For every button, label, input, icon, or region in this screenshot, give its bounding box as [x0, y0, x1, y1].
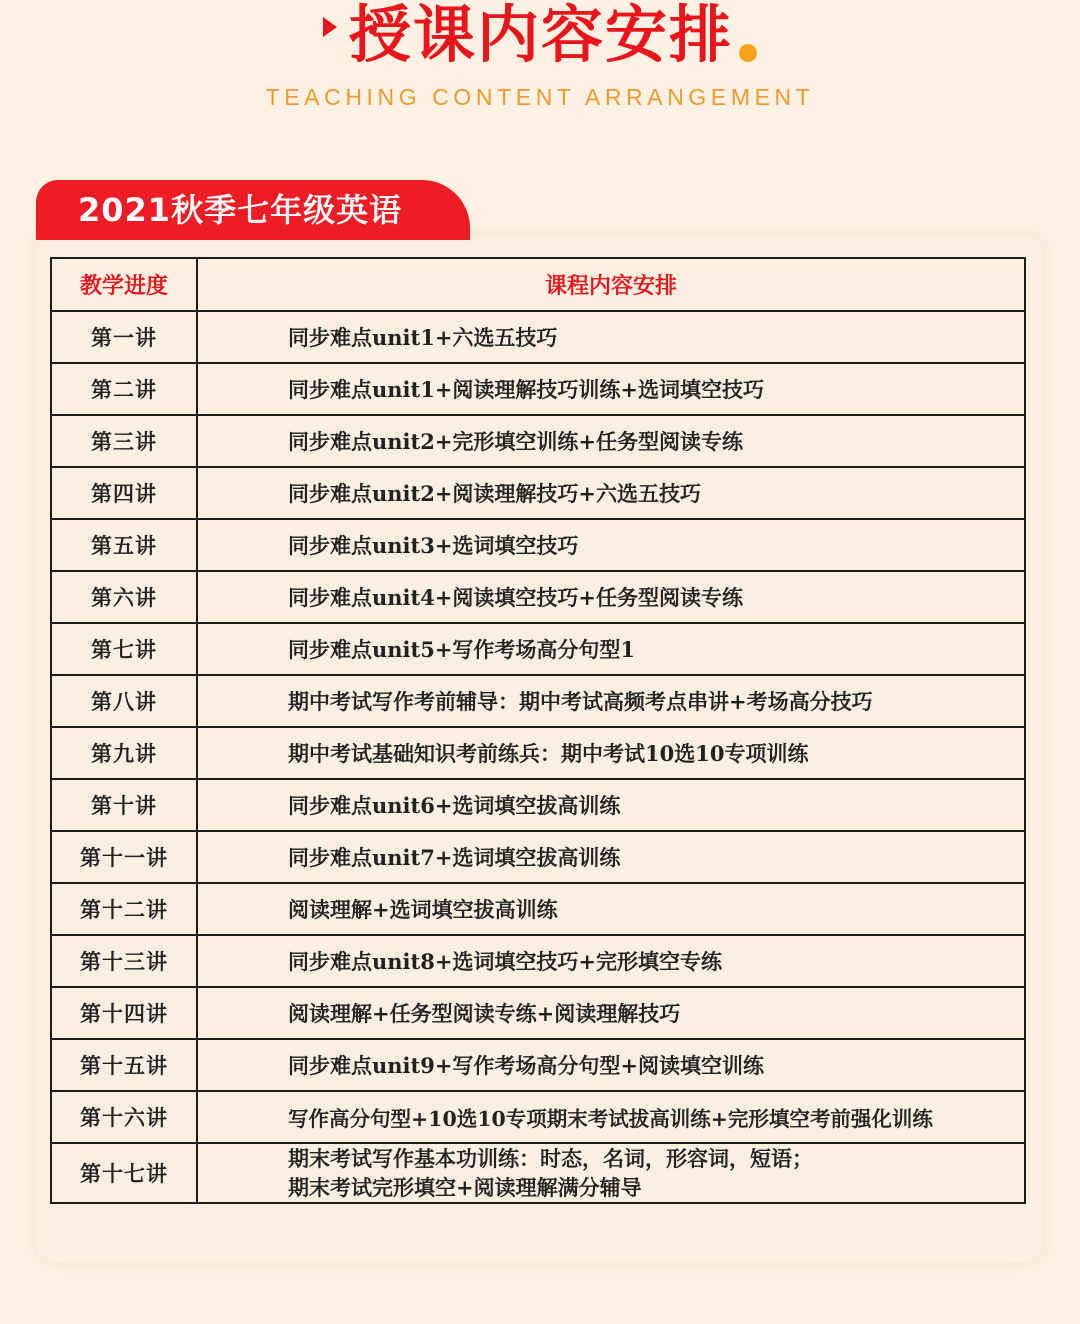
row-progress: 第六讲: [51, 571, 197, 623]
row-progress: 第三讲: [51, 415, 197, 467]
row-content: 同步难点unit2+完形填空训练+任务型阅读专练: [197, 415, 1025, 467]
row-progress: 第十七讲: [51, 1143, 197, 1203]
table-row: [51, 467, 1025, 519]
row-content: 期中考试写作考前辅导：期中考试高频考点串讲+考场高分技巧: [197, 675, 1025, 727]
header-content: 课程内容安排: [197, 258, 1025, 311]
triangle-arrow-icon: [323, 17, 337, 37]
table-row: [51, 1039, 1025, 1091]
row-content: 同步难点unit5+写作考场高分句型1: [197, 623, 1025, 675]
row-progress: 第十四讲: [51, 987, 197, 1039]
table-row: [51, 519, 1025, 571]
row-content: 同步难点unit1+六选五技巧: [197, 311, 1025, 363]
row-content: 同步难点unit3+选词填空技巧: [197, 519, 1025, 571]
table-row: [51, 779, 1025, 831]
course-tag-label: 2021秋季七年级英语: [78, 191, 403, 229]
table-row: [51, 415, 1025, 467]
row-content: 同步难点unit4+阅读填空技巧+任务型阅读专练: [197, 571, 1025, 623]
table-row: [51, 363, 1025, 415]
row-content: 同步难点unit9+写作考场高分句型+阅读填空训练: [197, 1039, 1025, 1091]
row-progress: 第十一讲: [51, 831, 197, 883]
row-content: 阅读理解+选词填空拔高训练: [197, 883, 1025, 935]
row-content-multiline: [197, 1143, 1025, 1203]
table-row: [51, 675, 1025, 727]
table-body: [51, 311, 1025, 1203]
table-row: [51, 311, 1025, 363]
table-row: [51, 623, 1025, 675]
row-progress: 第九讲: [51, 727, 197, 779]
page-subtitle: TEACHING CONTENT ARRANGEMENT: [265, 84, 815, 110]
title-row: [0, 0, 1080, 74]
table-header-row: [51, 258, 1025, 311]
row-progress: 第八讲: [51, 675, 197, 727]
row-content: 同步难点unit6+选词填空拔高训练: [197, 779, 1025, 831]
row-content: 期中考试基础知识考前练兵：期中考试10选10专项训练: [197, 727, 1025, 779]
orange-dot-icon: [739, 44, 757, 62]
row-progress: 第四讲: [51, 467, 197, 519]
row-progress: 第十五讲: [51, 1039, 197, 1091]
row-progress: 第七讲: [51, 623, 197, 675]
page-title: 授课内容安排: [348, 0, 733, 71]
table-row: [51, 727, 1025, 779]
row-progress: 第五讲: [51, 519, 197, 571]
row-progress: 第十二讲: [51, 883, 197, 935]
header-progress: 教学进度: [51, 258, 197, 311]
row-content-line-1: 期末考试写作基本功训练：时态，名词，形容词，短语；: [288, 1146, 813, 1171]
row-content: 阅读理解+任务型阅读专练+阅读理解技巧: [197, 987, 1025, 1039]
row-progress: 第一讲: [51, 311, 197, 363]
table-row: [51, 883, 1025, 935]
table-row: [51, 571, 1025, 623]
row-content: 写作高分句型+10选10专项期末考试拔高训练+完形填空考前强化训练: [197, 1091, 1025, 1143]
row-content: 同步难点unit2+阅读理解技巧+六选五技巧: [197, 467, 1025, 519]
row-progress: 第十讲: [51, 779, 197, 831]
schedule-table: [50, 257, 1026, 1204]
row-content-line-2: 期末考试完形填空+阅读理解满分辅导: [288, 1175, 642, 1200]
row-content: 同步难点unit1+阅读理解技巧训练+选词填空技巧: [197, 363, 1025, 415]
row-progress: 第十三讲: [51, 935, 197, 987]
table-row: [51, 1143, 1025, 1203]
table-row: [51, 831, 1025, 883]
course-tag: [36, 180, 470, 240]
table-row: [51, 1091, 1025, 1143]
row-progress: 第二讲: [51, 363, 197, 415]
table-row: [51, 935, 1025, 987]
row-progress: 第十六讲: [51, 1091, 197, 1143]
page-header: [0, 0, 1080, 130]
row-content: 同步难点unit7+选词填空拔高训练: [197, 831, 1025, 883]
table-row: [51, 987, 1025, 1039]
row-content: 同步难点unit8+选词填空技巧+完形填空专练: [197, 935, 1025, 987]
